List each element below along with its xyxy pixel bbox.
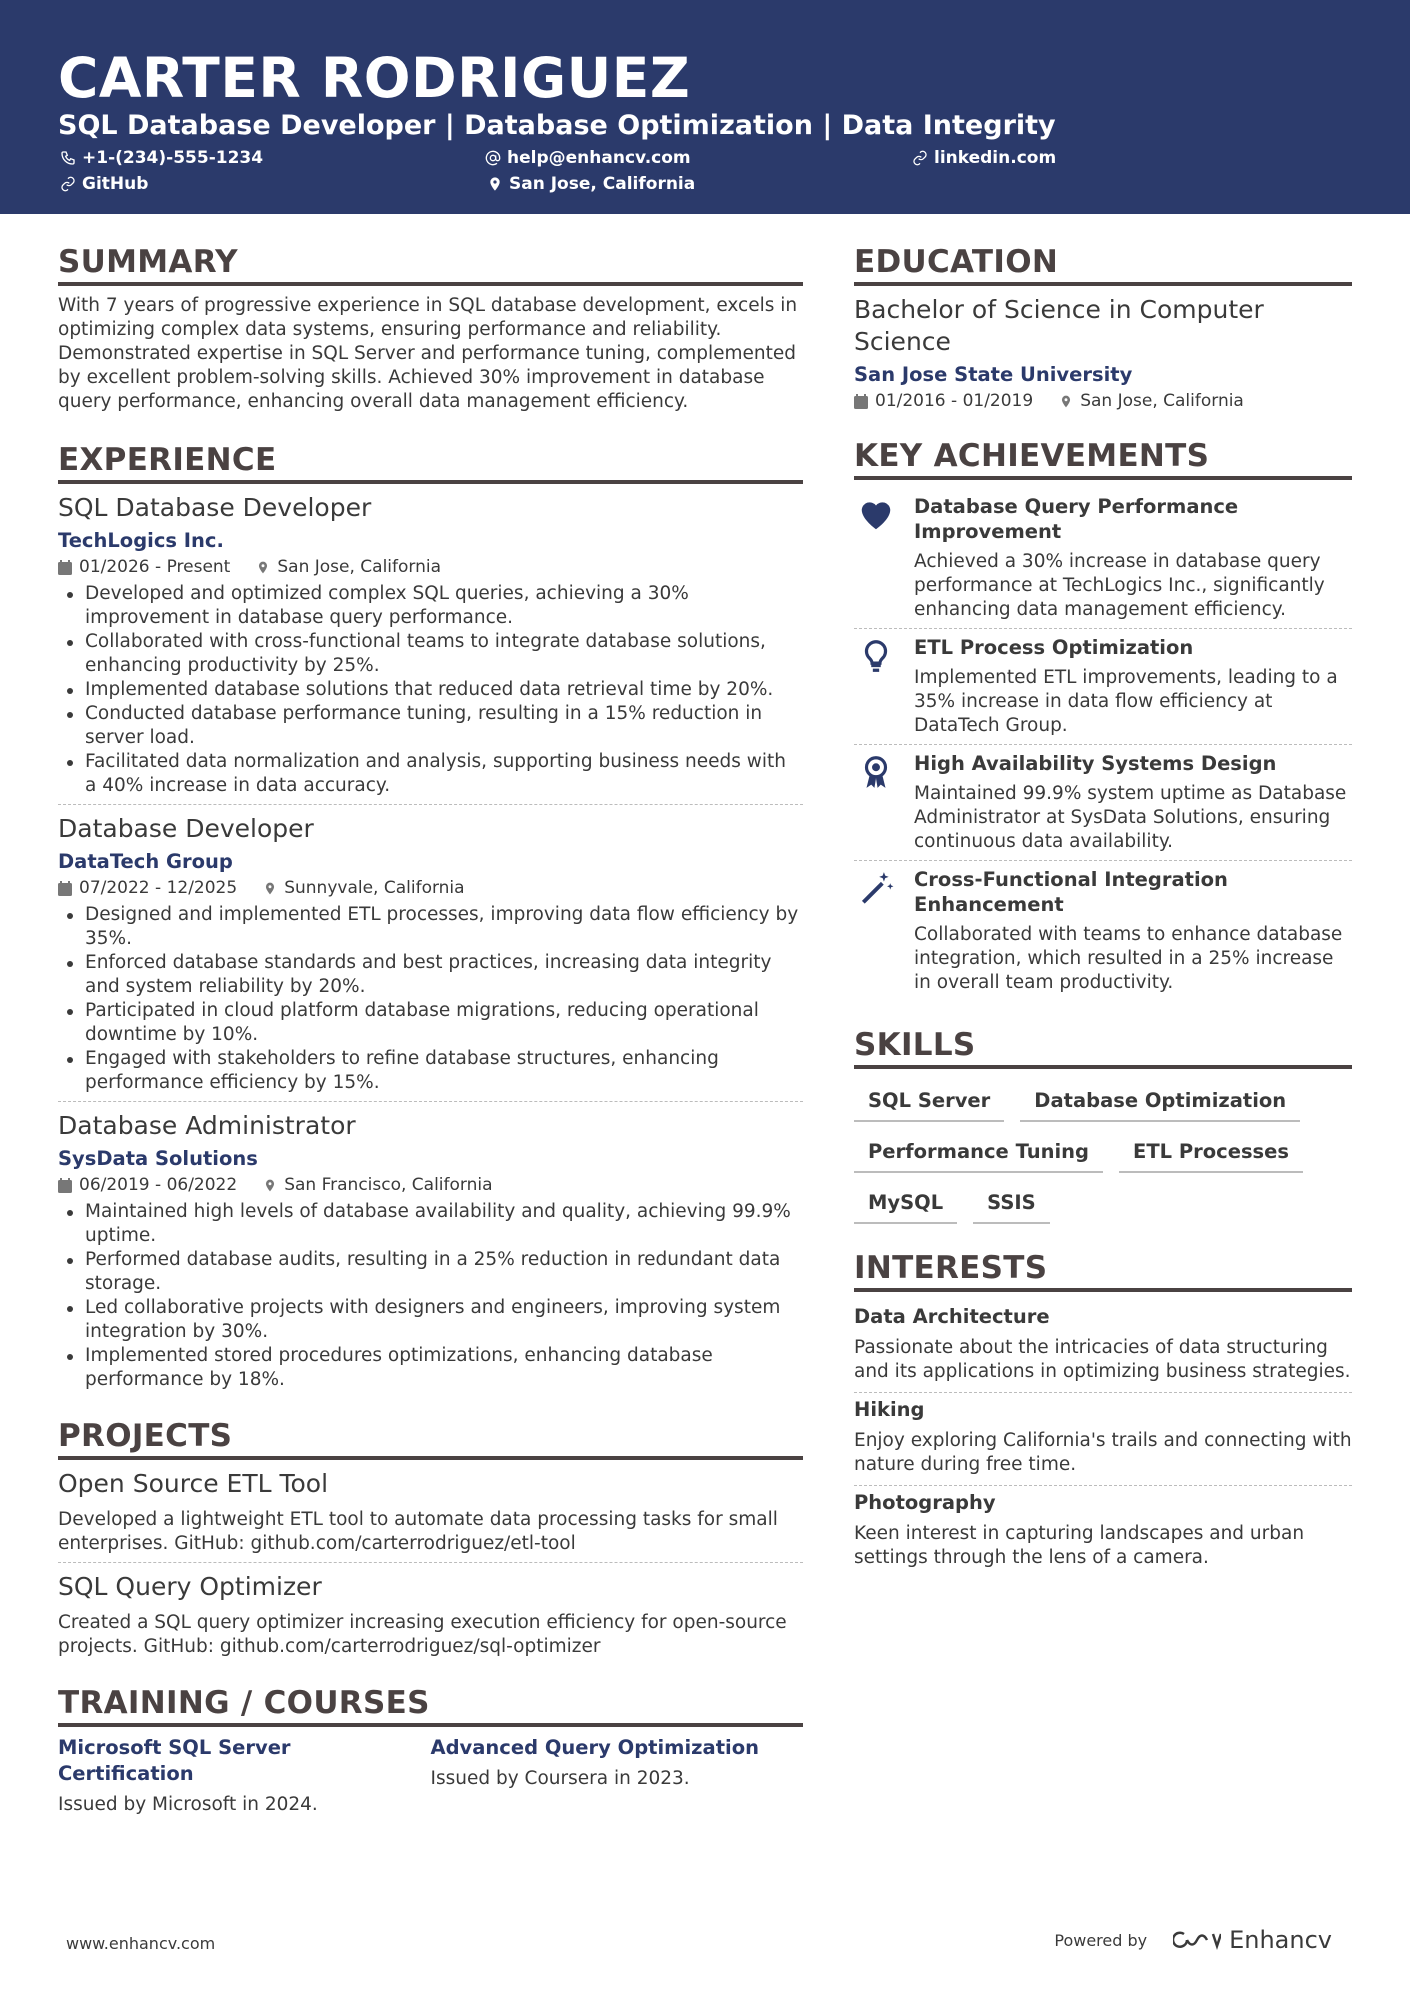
calendar-icon bbox=[58, 1178, 72, 1193]
skill-tag: ETL Processes bbox=[1119, 1136, 1303, 1173]
achievement-entry bbox=[854, 860, 1352, 1001]
job-role: Database Developer bbox=[58, 814, 314, 843]
enhancv-brand-text: Enhancv bbox=[1229, 1926, 1332, 1954]
job-location: Sunnyvale, California bbox=[284, 878, 465, 898]
achievement-title: High Availability Systems Design bbox=[914, 752, 1277, 775]
job-bullet: Participated in cloud platform database migrations, reducing operational downtime by 10%. bbox=[58, 999, 803, 1047]
job-company: TechLogics Inc. bbox=[58, 529, 224, 552]
interest-desc: Passionate about the intricacies of data structuring and its applications in optimizing business strategies. bbox=[854, 1337, 1351, 1382]
summary-heading: SUMMARY bbox=[58, 244, 803, 286]
job-bullet: Implemented stored procedures optimizations, enhancing database performance by 18%. bbox=[58, 1344, 803, 1392]
project-entry bbox=[58, 1562, 803, 1665]
lightbulb-icon bbox=[857, 637, 895, 675]
summary-text: With 7 years of progressive experience in SQL database development, excels in optimizing complex data systems, ensuring performance and reliability. Demonstrated expertise in SQL Server and performance tuning, complemented by excellent problem-solving skills. Achieved 30% improvement in database query performance, enhancing overall data management efficiency. bbox=[58, 295, 798, 412]
achievement-desc: Collaborated with teams to enhance database integration, which resulted in a 25% increase in overall team productivity. bbox=[914, 924, 1343, 993]
calendar-icon bbox=[58, 881, 72, 896]
job-bullet: Engaged with stakeholders to refine database structures, enhancing performance efficiency by 15%. bbox=[58, 1047, 803, 1095]
skill-tag: SQL Server bbox=[854, 1085, 1004, 1122]
left-column bbox=[58, 244, 803, 1817]
contact-location-text: San Jose, California bbox=[509, 174, 696, 194]
contact-email[interactable] bbox=[485, 148, 691, 168]
location-pin-icon bbox=[487, 176, 503, 192]
job-dates: 07/2022 - 12/2025 bbox=[79, 878, 238, 898]
calendar-icon bbox=[854, 394, 868, 409]
course-title: Microsoft SQL Server Certification bbox=[58, 1736, 291, 1785]
interest-title: Data Architecture bbox=[854, 1305, 1050, 1328]
powered-by-text: Powered by bbox=[1054, 1930, 1148, 1950]
course-list bbox=[58, 1735, 803, 1817]
award-ribbon-icon bbox=[857, 753, 895, 791]
candidate-title: SQL Database Developer | Database Optimization | Data Integrity bbox=[58, 110, 1056, 141]
candidate-name: CARTER RODRIGUEZ bbox=[58, 46, 691, 110]
contact-github-text: GitHub bbox=[82, 174, 149, 194]
right-column bbox=[854, 244, 1352, 1578]
contact-linkedin-text: linkedin.com bbox=[934, 148, 1057, 168]
skills-heading: SKILLS bbox=[854, 1027, 1352, 1069]
at-icon bbox=[485, 150, 501, 166]
training-heading: TRAINING / COURSES bbox=[58, 1685, 803, 1727]
job-bullet: Designed and implemented ETL processes, improving data flow efficiency by 35%. bbox=[58, 903, 803, 951]
job-bullet: Implemented database solutions that reduced data retrieval time by 20%. bbox=[58, 678, 803, 702]
course-desc: Issued by Coursera in 2023. bbox=[430, 1768, 690, 1789]
job-company: SysData Solutions bbox=[58, 1147, 258, 1170]
footer-branding bbox=[1054, 1926, 1332, 1954]
job-company: DataTech Group bbox=[58, 850, 233, 873]
projects-heading: PROJECTS bbox=[58, 1418, 803, 1460]
job-bullet: Led collaborative projects with designers and engineers, improving system integration by 30%. bbox=[58, 1296, 803, 1344]
projects-section bbox=[58, 1418, 803, 1665]
location-pin-icon bbox=[256, 560, 270, 575]
job-location: San Francisco, California bbox=[284, 1175, 493, 1195]
education-section bbox=[854, 244, 1352, 412]
job-bullet: Performed database audits, resulting in a 25% reduction in redundant data storage. bbox=[58, 1248, 803, 1296]
magic-wand-icon bbox=[857, 869, 895, 907]
training-section bbox=[58, 1685, 803, 1817]
course-desc: Issued by Microsoft in 2024. bbox=[58, 1794, 318, 1815]
achievement-desc: Implemented ETL improvements, leading to a 35% increase in data flow efficiency at DataTech Group. bbox=[914, 667, 1338, 736]
interest-desc: Keen interest in capturing landscapes and urban settings through the lens of a camera. bbox=[854, 1523, 1305, 1568]
contact-location bbox=[487, 174, 695, 194]
project-title: Open Source ETL Tool bbox=[58, 1469, 329, 1498]
course-entry bbox=[58, 1735, 431, 1817]
education-dates: 01/2016 - 01/2019 bbox=[875, 391, 1034, 411]
job-meta bbox=[58, 877, 803, 899]
resume-header bbox=[0, 0, 1410, 214]
enhancv-logo[interactable] bbox=[1173, 1926, 1332, 1954]
skill-tag: MySQL bbox=[854, 1187, 957, 1224]
experience-heading: EXPERIENCE bbox=[58, 442, 803, 484]
education-degree: Bachelor of Science in Computer Science bbox=[854, 295, 1264, 356]
summary-section bbox=[58, 244, 803, 414]
job-bullets bbox=[58, 582, 803, 798]
job-meta bbox=[58, 556, 803, 578]
job-dates: 06/2019 - 06/2022 bbox=[79, 1175, 238, 1195]
job-bullet: Maintained high levels of database availability and quality, achieving 99.9% uptime. bbox=[58, 1200, 803, 1248]
interest-entry bbox=[854, 1300, 1352, 1392]
skill-tag: Performance Tuning bbox=[854, 1136, 1103, 1173]
education-location: San Jose, California bbox=[1080, 391, 1244, 411]
interest-desc: Enjoy exploring California's trails and connecting with nature during free time. bbox=[854, 1430, 1352, 1475]
job-entry bbox=[58, 804, 803, 1101]
interest-title: Hiking bbox=[854, 1398, 925, 1421]
skill-tag: SSIS bbox=[973, 1187, 1050, 1224]
achievements-heading: KEY ACHIEVEMENTS bbox=[854, 438, 1352, 480]
achievement-title: Cross-Functional Integration Enhancement bbox=[914, 868, 1228, 916]
location-pin-icon bbox=[1059, 394, 1073, 409]
job-location: San Jose, California bbox=[277, 557, 442, 577]
enhancv-logo-icon bbox=[1173, 1928, 1221, 1952]
job-entry bbox=[58, 492, 803, 804]
project-entry bbox=[58, 1468, 803, 1562]
project-desc: Created a SQL query optimizer increasing execution efficiency for open-source projects. GitHub: github.com/carterrodriguez/sql-optimizer bbox=[58, 1612, 787, 1657]
achievement-title: ETL Process Optimization bbox=[914, 636, 1194, 659]
footer-website[interactable]: www.enhancv.com bbox=[66, 1934, 216, 1953]
contact-phone-text: +1-(234)-555-1234 bbox=[82, 148, 264, 168]
interests-section bbox=[854, 1250, 1352, 1578]
course-title: Advanced Query Optimization bbox=[430, 1736, 759, 1759]
calendar-icon bbox=[58, 560, 72, 575]
job-entry bbox=[58, 1101, 803, 1398]
job-dates: 01/2026 - Present bbox=[79, 557, 231, 577]
education-school: San Jose State University bbox=[854, 363, 1133, 386]
experience-section bbox=[58, 442, 803, 1398]
education-heading: EDUCATION bbox=[854, 244, 1352, 286]
contact-phone[interactable] bbox=[60, 148, 263, 168]
interests-heading: INTERESTS bbox=[854, 1250, 1352, 1292]
job-bullet: Enforced database standards and best practices, increasing data integrity and system reliability by 20%. bbox=[58, 951, 803, 999]
job-meta bbox=[58, 1174, 803, 1196]
skills-section bbox=[854, 1027, 1352, 1224]
heart-icon bbox=[857, 496, 895, 534]
achievement-entry bbox=[854, 628, 1352, 744]
job-role: SQL Database Developer bbox=[58, 493, 372, 522]
interest-entry bbox=[854, 1485, 1352, 1578]
interest-title: Photography bbox=[854, 1491, 996, 1514]
course-entry bbox=[431, 1735, 804, 1817]
skill-list bbox=[854, 1077, 1352, 1224]
job-bullet: Developed and optimized complex SQL queries, achieving a 30% improvement in database query performance. bbox=[58, 582, 803, 630]
achievement-entry bbox=[854, 744, 1352, 860]
achievement-entry bbox=[854, 488, 1352, 628]
achievement-desc: Maintained 99.9% system uptime as Database Administrator at SysData Solutions, ensuring continuous data availability. bbox=[914, 783, 1347, 852]
job-bullets bbox=[58, 1200, 803, 1392]
job-role: Database Administrator bbox=[58, 1111, 356, 1140]
job-bullet: Collaborated with cross-functional teams to integrate database solutions, enhancing productivity by 25%. bbox=[58, 630, 803, 678]
project-title: SQL Query Optimizer bbox=[58, 1572, 322, 1601]
achievements-section bbox=[854, 438, 1352, 1001]
project-desc: Developed a lightweight ETL tool to automate data processing tasks for small enterprises. GitHub: github.com/carterrodriguez/etl-tool bbox=[58, 1509, 778, 1554]
job-bullet: Conducted database performance tuning, resulting in a 15% reduction in server load. bbox=[58, 702, 803, 750]
skill-tag: Database Optimization bbox=[1020, 1085, 1300, 1122]
contact-linkedin[interactable] bbox=[912, 148, 1056, 168]
education-meta bbox=[854, 390, 1352, 412]
job-bullet: Facilitated data normalization and analysis, supporting business needs with a 40% increase in data accuracy. bbox=[58, 750, 803, 798]
location-pin-icon bbox=[263, 1178, 277, 1193]
interest-entry bbox=[854, 1392, 1352, 1485]
contact-github[interactable] bbox=[60, 174, 148, 194]
job-bullets bbox=[58, 903, 803, 1095]
location-pin-icon bbox=[263, 881, 277, 896]
link-icon bbox=[912, 150, 928, 166]
contact-email-text: help@enhancv.com bbox=[507, 148, 691, 168]
link-icon bbox=[60, 176, 76, 192]
achievement-title: Database Query Performance Improvement bbox=[914, 495, 1239, 543]
achievement-desc: Achieved a 30% increase in database query performance at TechLogics Inc., significantly enhancing data management efficiency. bbox=[914, 551, 1325, 620]
phone-icon bbox=[60, 150, 76, 166]
